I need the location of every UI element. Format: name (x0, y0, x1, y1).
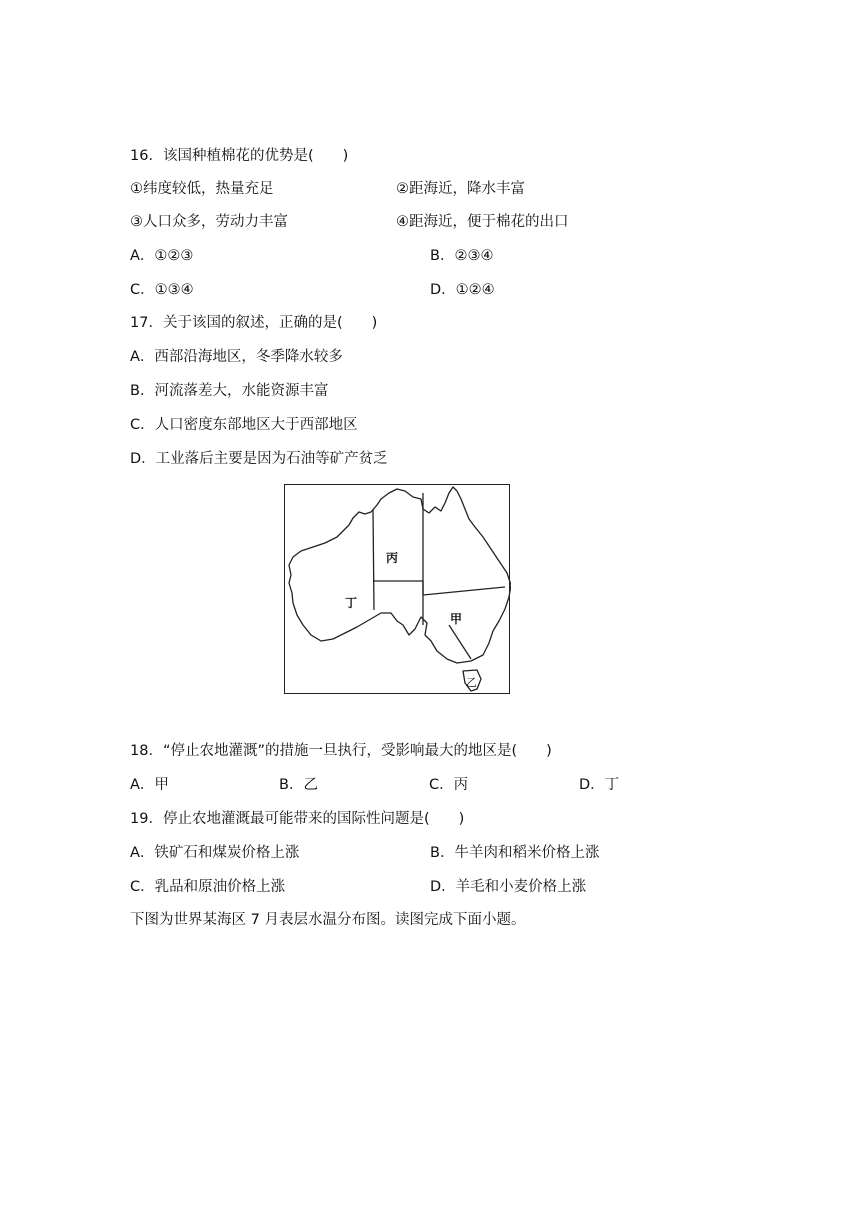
q19-stem: 19．停止农地灌溉最可能带来的国际性问题是( ) (130, 811, 465, 827)
next-section-intro: 下图为世界某海区 7 月表层水温分布图。读图完成下面小题。 (130, 912, 526, 928)
border-wa (373, 510, 374, 610)
q16-statement-3: ③人口众多，劳动力丰富 (130, 214, 288, 230)
australia-outline-graphic (285, 485, 511, 695)
map-label-ding: 丁 (345, 596, 358, 610)
australia-map (284, 484, 510, 694)
q18-option-b[interactable]: B．乙 (279, 777, 318, 793)
q18-option-c[interactable]: C．丙 (429, 777, 469, 793)
q18-stem: 18．“停止农地灌溉”的措施一旦执行，受影响最大的地区是( ) (130, 743, 552, 759)
q16-stem: 16．该国种植棉花的优势是( ) (130, 148, 349, 164)
map-label-jia: 甲 (450, 612, 463, 626)
map-label-yi: 乙 (466, 676, 477, 689)
border-nsw-vic (449, 625, 471, 659)
mainland-coastline (289, 487, 511, 663)
q18-option-d[interactable]: D．丁 (579, 777, 620, 793)
q19-option-a[interactable]: A．铁矿石和煤炭价格上涨 (130, 845, 300, 861)
q17-option-c[interactable]: C．人口密度东部地区大于西部地区 (130, 417, 358, 433)
q19-option-d[interactable]: D．羊毛和小麦价格上涨 (430, 879, 587, 895)
q19-option-c[interactable]: C．乳品和原油价格上涨 (130, 879, 286, 895)
q17-option-a[interactable]: A．西部沿海地区，冬季降水较多 (130, 349, 343, 365)
q16-option-d[interactable]: D．①②④ (430, 282, 495, 298)
q16-statement-4: ④距海近，便于棉花的出口 (396, 214, 569, 230)
q16-option-a[interactable]: A．①②③ (130, 248, 194, 264)
q16-option-b[interactable]: B．②③④ (430, 248, 494, 264)
border-qld-nsw (423, 587, 505, 595)
map-label-bing: 丙 (386, 551, 399, 565)
q19-option-b[interactable]: B．牛羊肉和稻米价格上涨 (430, 845, 600, 861)
q16-option-c[interactable]: C．①③④ (130, 282, 194, 298)
q17-stem: 17．关于该国的叙述，正确的是( ) (130, 315, 378, 331)
q16-statement-1: ①纬度较低，热量充足 (130, 181, 274, 197)
q18-option-a[interactable]: A．甲 (130, 777, 169, 793)
q17-option-b[interactable]: B．河流落差大，水能资源丰富 (130, 383, 329, 399)
q17-option-d[interactable]: D．工业落后主要是因为石油等矿产贫乏 (130, 451, 388, 467)
q16-statement-2: ②距海近，降水丰富 (396, 181, 525, 197)
